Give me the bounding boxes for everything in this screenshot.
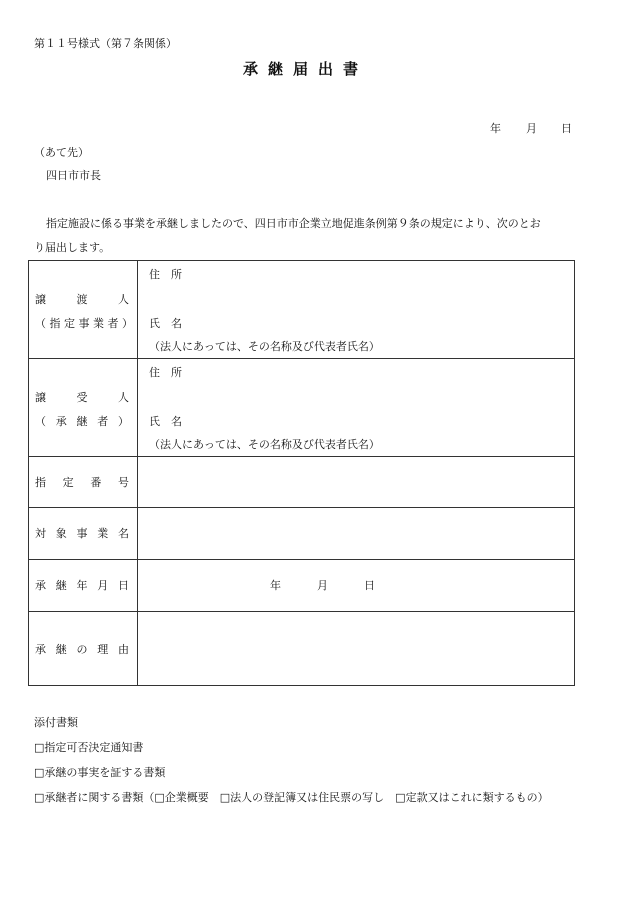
row-succession-date bbox=[29, 559, 574, 612]
transferor-label: 譲 渡 人 bbox=[35, 293, 129, 306]
body-text-line2: り届出します。 bbox=[34, 241, 111, 254]
row-transferee bbox=[29, 358, 574, 457]
form-number: 第１１号様式（第７条関係） bbox=[34, 37, 177, 50]
body-text-line1: 指定施設に係る事業を承継しましたので、四日市市企業立地促進条例第９条の規定により、次のとお bbox=[46, 217, 541, 230]
date-month: 月 bbox=[526, 122, 537, 135]
transferor-name[interactable]: 氏 名 bbox=[149, 317, 182, 330]
succession-year[interactable]: 年 bbox=[270, 579, 281, 592]
row-business-name bbox=[29, 507, 574, 560]
form-table bbox=[28, 260, 575, 686]
business-name-label: 対 象 事 業 名 bbox=[35, 527, 129, 540]
transferor-note: （法人にあっては、その名称及び代表者氏名） bbox=[149, 340, 380, 353]
transferee-address[interactable]: 住 所 bbox=[149, 366, 182, 379]
date-year: 年 bbox=[490, 122, 501, 135]
transferor-address[interactable]: 住 所 bbox=[149, 268, 182, 281]
succession-date-label: 承 継 年 月 日 bbox=[35, 579, 129, 592]
date-day: 日 bbox=[561, 122, 572, 135]
transferee-name[interactable]: 氏 名 bbox=[149, 415, 182, 428]
row-designation-number bbox=[29, 456, 574, 508]
attachment-item[interactable]: □指定可否決定通知書 bbox=[34, 741, 144, 754]
succession-reason-label: 承 継 の 理 由 bbox=[35, 643, 129, 656]
addressee: 四日市市長 bbox=[46, 169, 101, 182]
transferee-note: （法人にあっては、その名称及び代表者氏名） bbox=[149, 438, 380, 451]
document-title: 承継届出書 bbox=[243, 60, 369, 78]
succession-month[interactable]: 月 bbox=[317, 579, 328, 592]
succession-day[interactable]: 日 bbox=[364, 579, 375, 592]
designation-number-label: 指 定 番 号 bbox=[35, 476, 129, 489]
row-succession-reason bbox=[29, 611, 574, 687]
transferee-label: 譲 受 人 bbox=[35, 391, 129, 404]
transferor-sublabel: （ 指 定 事 業 者 ） bbox=[35, 317, 133, 330]
attachments-heading: 添付書類 bbox=[34, 716, 78, 729]
transferee-sublabel: （ 承 継 者 ） bbox=[35, 415, 129, 428]
attachment-item[interactable]: □承継の事実を証する書類 bbox=[34, 766, 166, 779]
addressee-label: （あて先） bbox=[34, 146, 89, 159]
attachment-item[interactable]: □承継者に関する書類（□企業概要 □法人の登記簿又は住民票の写し □定款又はこれに類するもの） bbox=[34, 791, 549, 804]
row-transferor bbox=[29, 261, 574, 359]
